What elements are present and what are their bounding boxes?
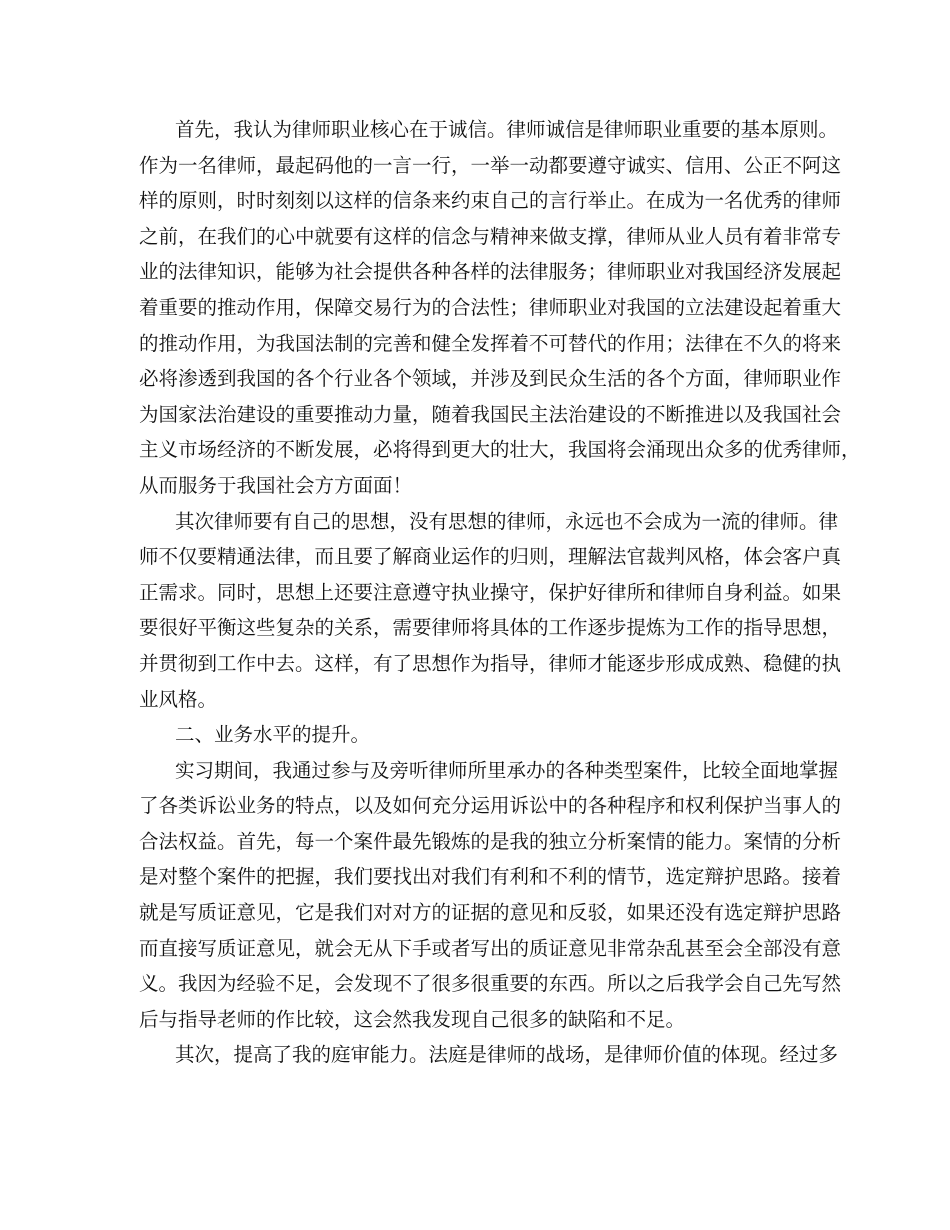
text-line: 的推动作用，为我国法制的完善和健全发挥着不可替代的作用；法律在不久的将来 [139,331,842,355]
text-line: 义。我因为经验不足，会发现不了很多很重要的东西。所以之后我学会自己先写然 [139,972,842,996]
text-line: 二、业务水平的提升。 [175,723,371,747]
text-line: 之前，在我们的心中就要有这样的信念与精神来做支撑，律师从业人员有着非常专 [139,224,842,248]
text-line: 是对整个案件的把握，我们要找出对我们有利和不利的情节，选定辩护思路。接着 [139,865,842,889]
text-line: 正需求。同时，思想上还要注意遵守执业操守，保护好律所和律师自身利益。如果 [139,580,842,604]
text-line: 主义市场经济的不断发展，必将得到更大的壮大，我国将会涌现出众多的优秀律师， [139,438,861,462]
text-line: 其次律师要有自己的思想，没有思想的律师，永远也不会成为一流的律师。律 [175,509,839,533]
text-line: 业的法律知识，能够为社会提供各种各样的法律服务；律师职业对我国经济发展起 [139,260,842,284]
text-line: 首先，我认为律师职业核心在于诚信。律师诚信是律师职业重要的基本原则。 [175,118,839,141]
text-line: 师不仅要精通法律，而且要了解商业运作的归则，理解法官裁判风格，体会客户真 [139,545,842,569]
text-line: 就是写质证意见，它是我们对对方的证据的意见和反驳，如果还没有选定辩护思路 [139,901,842,925]
text-line: 作为一名律师，最起码他的一言一行，一举一动都要遵守诚实、信用、公正不阿这 [139,153,842,177]
text-line: 从而服务于我国社会方方面面！ [139,473,413,497]
text-line: 而直接写质证意见，就会无从下手或者写出的质证意见非常杂乱甚至会全部没有意 [139,936,842,960]
text-line: 了各类诉讼业务的特点，以及如何充分运用诉讼中的各种程序和权利保护当事人的 [139,794,842,818]
text-line: 实习期间，我通过参与及旁听律师所里承办的各种类型案件，比较全面地掌握 [175,758,839,782]
text-line: 着重要的推动作用，保障交易行为的合法性；律师职业对我国的立法建设起着重大 [139,295,842,319]
text-line: 为国家法治建设的重要推动力量，随着我国民主法治建设的不断推进以及我国社会 [139,402,842,426]
document-body [139,112,861,1073]
text-line: 样的原则，时时刻刻以这样的信条来约束自己的言行举止。在成为一名优秀的律师 [139,189,842,213]
text-line: 必将渗透到我国的各个行业各个领域，并涉及到民众生活的各个方面，律师职业作 [139,367,842,391]
text-line: 要很好平衡这些复杂的关系，需要律师将具体的工作逐步提炼为工作的指导思想， [139,616,842,640]
text-line: 后与指导老师的作比较，这会然我发现自己很多的缺陷和不足。 [139,1007,686,1031]
text-line: 并贯彻到工作中去。这样，有了思想作为指导，律师才能逐步形成成熟、稳健的执 [139,651,842,675]
text-line: 其次，提高了我的庭审能力。法庭是律师的战场，是律师价值的体现。经过多 [175,1043,839,1067]
text-line: 业风格。 [139,687,218,711]
text-line: 合法权益。首先，每一个案件最先锻炼的是我的独立分析案情的能力。案情的分析 [139,829,842,853]
